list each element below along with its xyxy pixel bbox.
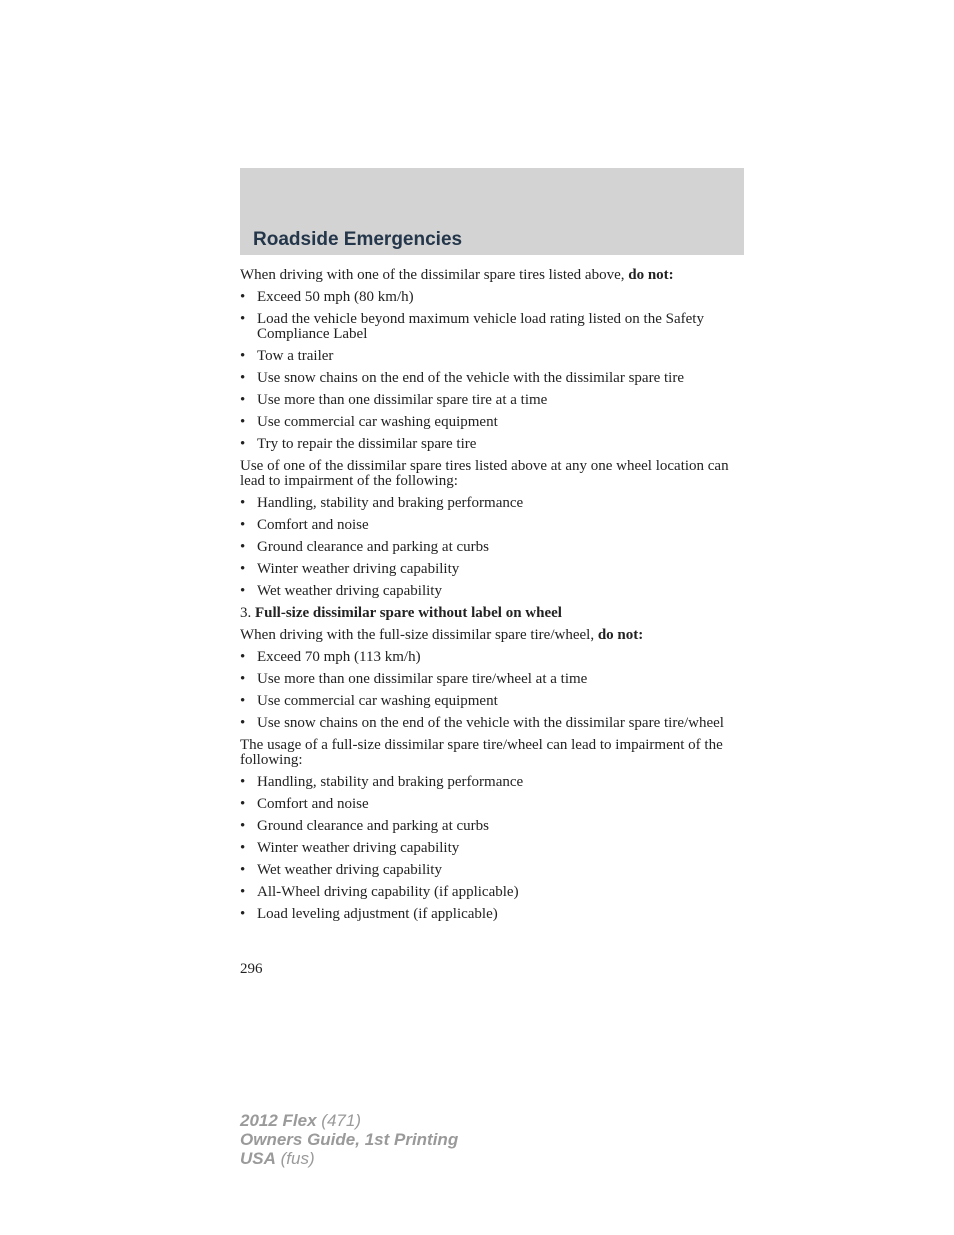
list-item	[240, 863, 744, 878]
section3-intro-bold: do not:	[597, 627, 644, 643]
list-item	[240, 819, 744, 834]
bullet-icon: •	[240, 311, 246, 327]
list-item-text: Use commercial car washing equipment	[257, 693, 498, 709]
list-item-text: Ground clearance and parking at curbs	[257, 818, 489, 834]
section3-heading-text: Full-size dissimilar spare without label on wheel	[255, 605, 562, 621]
footer	[240, 1111, 458, 1168]
bullet-icon: •	[240, 436, 246, 452]
section1-intro	[240, 268, 744, 283]
list-item-text: Use snow chains on the end of the vehicle with the dissimilar spare tire/wheel	[257, 715, 724, 731]
bullet-icon: •	[240, 561, 246, 577]
list-item-text: Use more than one dissimilar spare tire/wheel at a time	[257, 671, 588, 687]
list-item	[240, 562, 744, 577]
bullet-icon: •	[240, 884, 246, 900]
list-item-text: Ground clearance and parking at curbs	[257, 539, 489, 555]
list-item-text: Use commercial car washing equipment	[257, 414, 498, 430]
list-item-text: Wet weather driving capability	[257, 862, 442, 878]
footer-model-code: (471)	[321, 1111, 361, 1130]
footer-line-1	[240, 1111, 458, 1130]
list-item	[240, 496, 744, 511]
section2-intro: Use of one of the dissimilar spare tires listed above at any one wheel location can lead to impairment of the following:	[240, 458, 729, 489]
bullet-icon: •	[240, 348, 246, 364]
list-item-text: Handling, stability and braking performance	[257, 774, 524, 790]
footer-market: USA	[240, 1149, 276, 1168]
section-title: Roadside Emergencies	[253, 229, 463, 250]
bullet-icon: •	[240, 774, 246, 790]
list-item	[240, 672, 744, 687]
section1-intro-text: When driving with one of the dissimilar spare tires listed above,	[240, 267, 625, 283]
list-item-text: Winter weather driving capability	[257, 561, 460, 577]
list-item	[240, 775, 744, 790]
bullet-icon: •	[240, 539, 246, 555]
bullet-icon: •	[240, 906, 246, 922]
list-item	[240, 371, 744, 386]
list-item	[240, 349, 744, 364]
bullet-icon: •	[240, 715, 246, 731]
footer-model: 2012 Flex	[240, 1111, 317, 1130]
list-item	[240, 393, 744, 408]
list-item	[240, 907, 744, 922]
page-number: 296	[240, 961, 263, 977]
list-item-text: Wet weather driving capability	[257, 583, 442, 599]
list-item-text: Exceed 50 mph (80 km/h)	[257, 289, 414, 305]
list-item-text: Load the vehicle beyond maximum vehicle load rating listed on the Safety Compliance Label	[257, 311, 704, 342]
list-item	[240, 885, 744, 900]
list-item	[240, 415, 744, 430]
section-header-band	[240, 168, 744, 255]
list-item	[240, 312, 744, 342]
list-item-text: Comfort and noise	[257, 796, 369, 812]
list-item	[240, 650, 744, 665]
list-item	[240, 290, 744, 305]
list-item-text: Tow a trailer	[257, 348, 334, 364]
bullet-icon: •	[240, 289, 246, 305]
list-item-text: Exceed 70 mph (113 km/h)	[257, 649, 421, 665]
list-item-text: Use more than one dissimilar spare tire at a time	[257, 392, 548, 408]
bullet-icon: •	[240, 840, 246, 856]
footer-market-code: (fus)	[280, 1149, 315, 1168]
bullet-icon: •	[240, 862, 246, 878]
bullet-icon: •	[240, 392, 246, 408]
list-item	[240, 841, 744, 856]
list-item	[240, 797, 744, 812]
list-item-text: Comfort and noise	[257, 517, 369, 533]
list-item	[240, 437, 744, 452]
list-item	[240, 518, 744, 533]
bullet-icon: •	[240, 495, 246, 511]
footer-line-2: Owners Guide, 1st Printing	[240, 1130, 459, 1149]
page-content	[240, 268, 744, 922]
list-item-text: Winter weather driving capability	[257, 840, 460, 856]
list-item-text: Load leveling adjustment (if applicable)	[257, 906, 498, 922]
bullet-icon: •	[240, 414, 246, 430]
list-item-text: Use snow chains on the end of the vehicle with the dissimilar spare tire	[257, 370, 684, 386]
section3-intro-text: When driving with the full-size dissimilar spare tire/wheel,	[240, 627, 595, 643]
section1-intro-bold: do not:	[628, 267, 674, 283]
section4-intro: The usage of a full-size dissimilar spare tire/wheel can lead to impairment of the following:	[240, 737, 723, 768]
bullet-icon: •	[240, 818, 246, 834]
list-item	[240, 584, 744, 599]
bullet-icon: •	[240, 796, 246, 812]
bullet-icon: •	[240, 671, 246, 687]
list-item-text: All-Wheel driving capability (if applicable)	[257, 884, 519, 900]
list-item	[240, 716, 744, 731]
list-item-text: Try to repair the dissimilar spare tire	[257, 436, 477, 452]
list-item	[240, 694, 744, 709]
section3-intro	[240, 628, 744, 643]
list-item	[240, 540, 744, 555]
list-item-text: Handling, stability and braking performance	[257, 495, 524, 511]
bullet-icon: •	[240, 649, 246, 665]
bullet-icon: •	[240, 370, 246, 386]
section3-number: 3.	[240, 605, 252, 621]
bullet-icon: •	[240, 693, 246, 709]
footer-line-3	[240, 1149, 458, 1168]
bullet-icon: •	[240, 583, 246, 599]
section3-heading	[240, 606, 744, 621]
bullet-icon: •	[240, 517, 246, 533]
